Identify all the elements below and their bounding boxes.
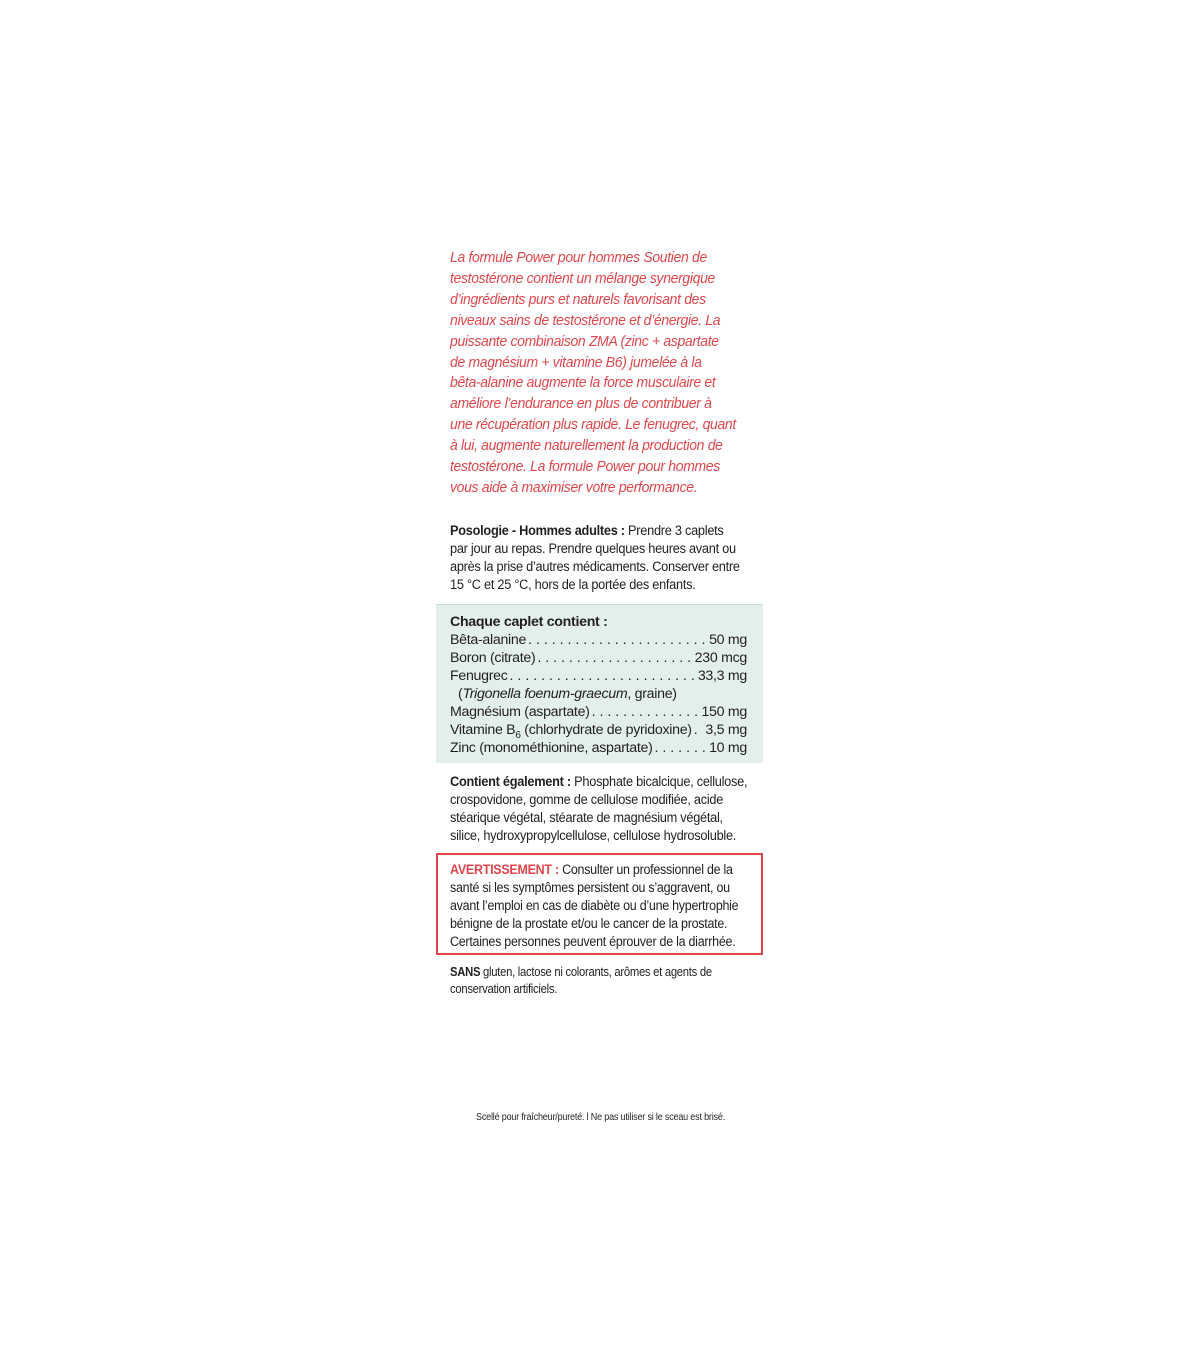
- warning-box: [436, 853, 763, 955]
- description-line: à lui, augmente naturellement la production de: [450, 437, 723, 455]
- fenugrec-source-note: [450, 685, 747, 703]
- ingredient-name: Zinc (monométhionine, aspartate): [450, 740, 653, 756]
- ingredients-list: [450, 613, 747, 757]
- vitamin-prefix: Vitamine B: [450, 722, 516, 738]
- warning-line: bénigne de la prostate et/ou le cancer de la prostate.: [450, 916, 728, 932]
- dosage-section: [450, 522, 738, 594]
- ingredient-amount: 230 mcg: [694, 650, 747, 666]
- ingredients-title: Chaque caplet contient :: [450, 614, 608, 630]
- dosage-line: après la prise d’autres médicaments. Conserver entre: [450, 559, 740, 575]
- description-line: améliore l’endurance en plus de contribuer à: [450, 395, 712, 413]
- ingredient-name: [450, 721, 692, 739]
- ingredient-amount: 3,5 mg: [705, 722, 747, 738]
- description-line: La formule Power pour hommes Soutien de: [450, 249, 707, 266]
- description-line: vous aide à maximiser votre performance.: [450, 478, 698, 496]
- other-ingredients: [450, 773, 747, 845]
- dosage-line: 15 °C et 25 °C, hors de la portée des enfants.: [450, 577, 696, 593]
- description-line: niveaux sains de testostérone et d’énergie. La: [450, 311, 721, 329]
- ingredient-name: Boron (citrate): [450, 650, 536, 666]
- ingredient-row: [450, 649, 747, 667]
- dot-leader: [510, 667, 695, 685]
- description-line: puissante combinaison ZMA (zinc + aspartate: [450, 332, 719, 350]
- ingredient-row: [450, 703, 747, 721]
- dosage-label: Posologie - Hommes adultes :: [450, 523, 625, 539]
- free-of-second-line: conservation artificiels.: [450, 982, 558, 996]
- other-ingredients-first-line: [450, 773, 747, 791]
- dot-leader: [528, 631, 706, 649]
- description-line: testostérone contient un mélange synergique: [450, 269, 716, 287]
- warning-line: santé si les symptômes persistent ou s’aggravent, ou: [450, 880, 730, 896]
- dosage-first-line: [450, 522, 738, 540]
- dosage-first-text: Prendre 3 caplets: [624, 523, 724, 539]
- warning-first-text: Consulter un professionnel de la: [558, 862, 733, 878]
- free-of-first-line: [450, 964, 738, 981]
- free-of-label: SANS: [450, 965, 481, 979]
- description-line: testostérone. La formule Power pour hommes: [450, 458, 720, 476]
- free-of-statement: [450, 964, 738, 998]
- free-of-first-text: gluten, lactose ni colorants, arômes et agents de: [480, 965, 712, 979]
- product-description: [450, 248, 736, 499]
- dot-leader: [537, 649, 691, 667]
- ingredient-amount: 10 mg: [709, 740, 747, 756]
- other-ingredients-first-text: Phosphate bicalcique, cellulose,: [570, 774, 748, 790]
- seal-notice: Scellé pour fraîcheur/pureté. l Ne pas utiliser si le sceau est brisé.: [476, 1112, 726, 1123]
- ingredient-amount: 150 mg: [701, 704, 747, 720]
- note-open: (: [458, 686, 463, 702]
- ingredient-name: Magnésium (aspartate): [450, 704, 590, 720]
- ingredient-amount: 50 mg: [709, 632, 747, 648]
- ingredient-name: Bêta-alanine: [450, 632, 527, 648]
- ingredients-panel: [436, 604, 763, 763]
- ingredient-row: [450, 631, 747, 649]
- latin-name: Trigonella foenum-graecum: [462, 686, 628, 702]
- warning-first-line: [450, 861, 740, 879]
- other-ingredients-line: crospovidone, gomme de cellulose modifiée, acide: [450, 792, 724, 808]
- description-line: une récupération plus rapide. Le fenugrec, quant: [450, 416, 736, 434]
- ingredient-row: [450, 667, 747, 685]
- other-ingredients-label: Contient également :: [450, 774, 571, 790]
- warning-line: avant l’emploi en cas de diabète ou d’une hypertrophie: [450, 898, 739, 914]
- other-ingredients-line: silice, hydroxypropylcellulose, cellulose hydrosoluble.: [450, 828, 737, 844]
- description-line: de magnésium + vitamine B6) jumelée à la: [450, 353, 702, 371]
- vitamin-suffix: (chlorhydrate de pyridoxine): [520, 722, 692, 738]
- warning-label: AVERTISSEMENT :: [450, 862, 559, 878]
- ingredient-row: [450, 739, 747, 757]
- description-line: d’ingrédients purs et naturels favorisant des: [450, 290, 706, 308]
- description-line: bêta-alanine augmente la force musculaire et: [450, 374, 716, 392]
- vitamin-subscript: 6: [515, 729, 521, 739]
- warning-text: [450, 861, 740, 951]
- dot-leader: [655, 739, 707, 757]
- other-ingredients-line: stéarique végétal, stéarate de magnésium végétal,: [450, 810, 723, 826]
- ingredient-name: Fenugrec: [450, 668, 508, 684]
- ingredient-row: [450, 721, 747, 739]
- dosage-line: par jour au repas. Prendre quelques heures avant ou: [450, 541, 736, 557]
- warning-line: Certaines personnes peuvent éprouver de la diarrhée.: [450, 934, 736, 950]
- dot-leader: [694, 721, 703, 739]
- note-rest: , graine): [627, 686, 677, 702]
- dot-leader: [592, 703, 699, 721]
- ingredient-amount: 33,3 mg: [697, 668, 747, 684]
